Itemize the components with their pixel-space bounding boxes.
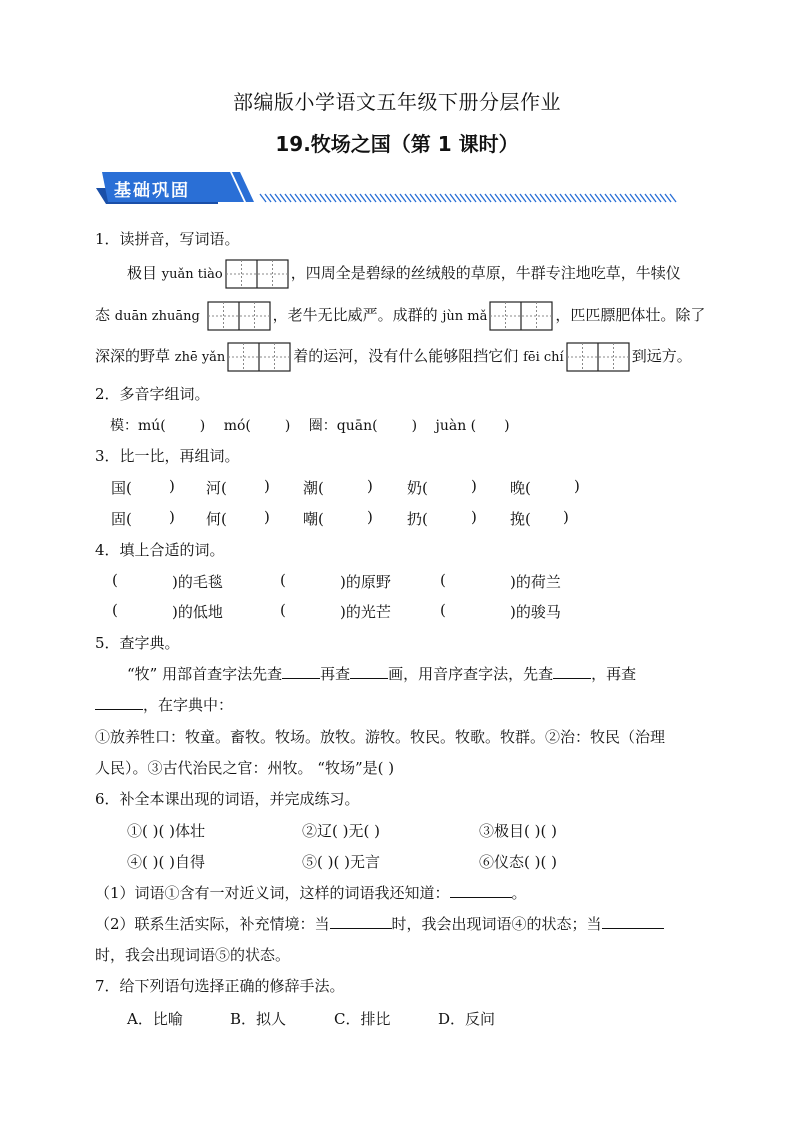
q1-text: 深深的野草	[95, 347, 175, 365]
q5-text: “牧” 用部首查字法先查	[127, 665, 283, 683]
q5-line1	[127, 664, 636, 684]
q3-item: 晚(	[510, 479, 531, 497]
q4-paren: (	[440, 601, 446, 619]
pinyin-zheyan: zhē yǎn	[174, 350, 226, 365]
q6-item: ③极目( )( )	[479, 822, 557, 840]
q7-option[interactable]: C．排比	[334, 1010, 391, 1028]
q2-quan: quān(	[336, 418, 378, 434]
q4-paren: (	[440, 571, 446, 589]
q4-paren: (	[112, 601, 118, 619]
q3-close: )	[471, 508, 477, 526]
q3-heading: 3．比一比，再组词。	[95, 447, 240, 465]
q1-text: ，老牛无比威严。成群的	[272, 306, 443, 324]
q2-char-mo: 模：	[110, 418, 138, 434]
q2-close: )	[504, 418, 510, 434]
q6-sub2-cont: 时，我会出现词语⑤的状态。	[95, 946, 291, 964]
answer-blank[interactable]	[330, 914, 392, 929]
q5-text: 再查	[320, 665, 351, 683]
q5-text: ，再查	[591, 665, 637, 683]
q3-close: )	[169, 477, 175, 495]
q6-text: 。	[511, 884, 527, 902]
q1-line1	[127, 259, 681, 289]
q3-close: )	[169, 508, 175, 526]
q5-line3: ①放养牲口：牧童。畜牧。牧场。放牧。游牧。牧民。牧歌。牧群。②治：牧民（治理	[95, 728, 666, 746]
answer-blank[interactable]	[350, 664, 388, 679]
q4-item: )的光芒	[340, 603, 391, 621]
pinyin-junma: jùn mǎ	[442, 309, 488, 324]
answer-blank[interactable]	[602, 914, 664, 929]
q1-line3	[95, 342, 692, 372]
q7-option[interactable]: D．反问	[438, 1010, 496, 1028]
answer-blank[interactable]	[450, 883, 512, 898]
tianzi-grid[interactable]	[227, 342, 291, 372]
q3-item: 何(	[206, 510, 227, 528]
q3-close: )	[471, 477, 477, 495]
answer-blank[interactable]	[282, 664, 320, 679]
q6-text: （1）词语①含有一对近义词，这样的词语我还知道：	[95, 884, 450, 902]
q4-item: )的荷兰	[510, 573, 561, 591]
q5-text: ，在字典中：	[143, 696, 234, 714]
tianzi-grid[interactable]	[566, 342, 630, 372]
q3-close: )	[563, 508, 569, 526]
q5-line4: 人民）。③古代治民之官：州牧。 “牧场”是( )	[95, 759, 395, 777]
q1-heading: 1．读拼音，写词语。	[95, 230, 240, 248]
q7-option[interactable]: A．比喻	[127, 1010, 183, 1028]
q3-item: 扔(	[407, 510, 428, 528]
pinyin-feichi: fēi chí	[523, 350, 564, 365]
q4-paren: (	[112, 571, 118, 589]
q3-item: 嘲(	[303, 510, 324, 528]
q6-item: ⑥仪态( )( )	[479, 853, 557, 871]
q1-text: 态	[95, 306, 115, 324]
q1-text: 到远方。	[631, 347, 692, 365]
section-banner	[92, 168, 682, 212]
q2-line	[110, 416, 510, 436]
q4-item: )的原野	[340, 573, 391, 591]
q4-paren: (	[280, 601, 286, 619]
q3-item: 奶(	[407, 479, 428, 497]
q6-sub2	[95, 914, 664, 934]
q4-item: )的骏马	[510, 603, 561, 621]
q3-item: 固(	[111, 510, 132, 528]
tianzi-grid[interactable]	[489, 301, 553, 331]
answer-blank[interactable]	[95, 695, 143, 710]
q3-close: )	[574, 477, 580, 495]
tianzi-grid[interactable]	[225, 259, 289, 289]
q4-heading: 4．填上合适的词。	[95, 541, 225, 559]
q5-line2	[95, 695, 233, 715]
section-label: 基础巩固	[114, 181, 190, 201]
answer-blank[interactable]	[553, 664, 591, 679]
q3-item: 河(	[206, 479, 227, 497]
q6-text: （2）联系生活实际，补充情境：当	[95, 915, 330, 933]
q2-mu: mú(	[138, 418, 166, 434]
q3-item: 潮(	[303, 479, 324, 497]
q5-text: 画，用音序查字法，先查	[388, 665, 554, 683]
q2-close: )	[411, 418, 418, 434]
q3-item: 国(	[111, 479, 132, 497]
q1-text: ，匹匹膘肥体壮。除了	[555, 306, 706, 324]
q4-item: )的毛毯	[172, 573, 223, 591]
q6-heading: 6．补全本课出现的词语，并完成练习。	[95, 790, 360, 808]
pinyin-duanzhuang: duān zhuāng	[114, 309, 200, 324]
q2-close: )	[199, 418, 206, 434]
q6-item: ①( )( )体壮	[127, 822, 205, 840]
q7-heading: 7．给下列语句选择正确的修辞手法。	[95, 977, 345, 995]
q6-item: ②辽( )无( )	[302, 822, 380, 840]
q3-close: )	[264, 477, 270, 495]
q2-char-quan: 圈：	[308, 418, 337, 434]
q4-item: )的低地	[172, 603, 223, 621]
q2-heading: 2．多音字组词。	[95, 385, 210, 403]
q6-text: 时，我会出现词语④的状态；当	[391, 915, 602, 933]
pinyin-yuantiao: yuǎn tiào	[161, 267, 223, 282]
q3-item: 挽(	[510, 510, 531, 528]
page-subtitle: 19.牧场之国（第 1 课时）	[275, 132, 519, 156]
q1-text: 极目	[127, 264, 162, 282]
q3-close: )	[367, 477, 373, 495]
q1-text: ，四周全是碧绿的丝绒般的草原，牛群专注地吃草，牛犊仪	[290, 264, 681, 282]
q7-option[interactable]: B．拟人	[230, 1010, 287, 1028]
q1-line2	[95, 301, 705, 331]
q6-item: ⑤( )( )无言	[302, 853, 380, 871]
q2-mo: mó(	[223, 418, 251, 434]
q3-close: )	[367, 508, 373, 526]
tianzi-grid[interactable]	[207, 301, 271, 331]
q2-juan: juàn (	[435, 418, 477, 434]
q3-close: )	[264, 508, 270, 526]
q1-text: 着的运河，没有什么能够阻挡它们	[293, 347, 524, 365]
q2-close: )	[284, 418, 291, 434]
q5-heading: 5．查字典。	[95, 634, 180, 652]
q6-sub1	[95, 883, 527, 903]
q4-paren: (	[280, 571, 286, 589]
page-title: 部编版小学语文五年级下册分层作业	[233, 90, 561, 114]
q6-item: ④( )( )自得	[127, 853, 205, 871]
